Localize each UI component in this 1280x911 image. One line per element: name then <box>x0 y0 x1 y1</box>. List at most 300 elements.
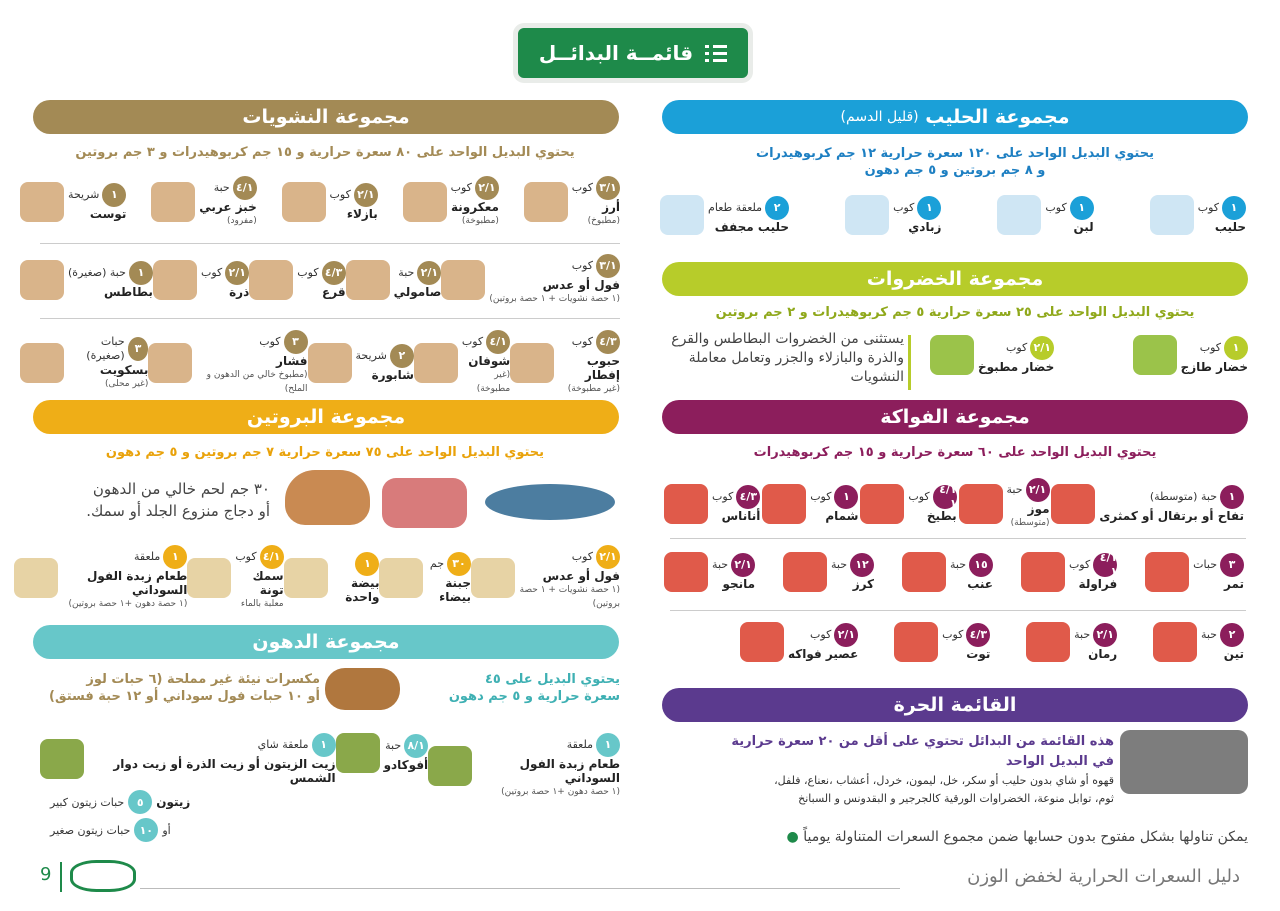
fruit-food-icon <box>1051 484 1095 524</box>
item-quantity <box>712 553 755 577</box>
footer-title: دليل السعرات الحرارية لخفض الوزن <box>967 866 1240 887</box>
fruit-food-icon <box>860 484 904 524</box>
fruit-food-icon <box>664 484 708 524</box>
item-name: توت <box>966 647 991 661</box>
unit-label: كوب <box>461 335 484 348</box>
item-quantity <box>214 176 257 200</box>
unit-label: ملعقة <box>566 738 593 751</box>
item-text <box>908 485 956 523</box>
quantity-badge: ٢/١ <box>1026 478 1050 502</box>
quantity-badge: ٤/٣ <box>322 261 346 285</box>
item-text <box>330 183 378 221</box>
unit-label: كوب <box>450 181 472 194</box>
free-bullet: يمكن تناولها بشكل مفتوح بدون حسابها ضمن مجموع السعرات المتناولة يومياً ● <box>786 829 1248 845</box>
item-text <box>788 623 858 661</box>
quantity-badge: ٣ <box>128 337 149 361</box>
milk-item <box>660 195 789 235</box>
protein-food-icon <box>284 558 328 598</box>
unit-label: كوب <box>712 490 734 503</box>
item-name: فول أو عدس <box>542 569 620 583</box>
protein-meat-text: ٣٠ جم لحم خالي من الدهون أو دجاج منزوع الجلد أو سمك. <box>86 480 270 520</box>
item-note: (غير مطبوخة) <box>476 370 511 394</box>
quantity-badge: ٢/١ <box>354 183 378 207</box>
quantity-badge: ٢/١ <box>1093 623 1117 647</box>
unit-label: كوب <box>1197 201 1219 214</box>
item-name: بازلاء <box>346 207 378 221</box>
starch-food-icon <box>441 260 485 300</box>
item-quantity <box>330 183 378 207</box>
item-name: معكرونة <box>451 200 499 214</box>
fruit-item <box>1026 622 1117 662</box>
item-note: (متوسطة) <box>1010 518 1050 528</box>
quantity-badge: ٢/١ <box>417 261 441 285</box>
starch-food-icon <box>510 343 554 383</box>
divider <box>670 538 1246 539</box>
meat-icon <box>382 478 467 528</box>
quantity-badge: ٢/١ <box>731 553 755 577</box>
list-icon <box>705 43 727 63</box>
unit-label: كوب <box>259 335 281 348</box>
fat-item <box>40 733 336 785</box>
item-text <box>68 335 148 391</box>
item-text <box>810 485 858 523</box>
unit-label: حبة (متوسطة) <box>1149 490 1217 503</box>
item-quantity <box>1045 196 1093 220</box>
item-name: فول أو عدس <box>542 278 620 292</box>
quantity-badge: ١ <box>163 545 187 569</box>
item-text <box>201 261 249 299</box>
fat-food-icon <box>428 746 472 786</box>
unit-label: كوب <box>1045 201 1067 214</box>
unit-label: كوب <box>571 181 593 194</box>
fruit-subtitle: يحتوي البديل الواحد على ٦٠ سعرة حرارية و ١٥ جم كربوهيدرات <box>753 445 1157 460</box>
item-name: بطاطس <box>103 285 153 299</box>
item-text <box>427 552 471 604</box>
starch-item <box>414 330 510 396</box>
free-text: هذه القائمة من البدائل تحتوي على أقل من ٢٠ سعرة حرارية في البديل الواحد قهوه أو شاي بدون حليب أو سكر، خل، ليمون، خردل، أعشاب ،نعناع، فلفل، ثوم، توابل منوعة، الخضراوات الورقية كالجرجير و البقدونس و السبانخ <box>731 734 1114 805</box>
quantity-badge: ٤/١ ١ <box>1093 553 1117 577</box>
divider <box>40 318 620 319</box>
starch-header: مجموعة النشويات <box>33 100 619 134</box>
item-name: خضار طازج <box>1180 360 1248 374</box>
unit-label: حبة <box>1074 628 1091 641</box>
quantity-badge: ١ <box>355 552 379 576</box>
item-note: (١ حصة دهون +١ حصة بروتين) <box>68 599 188 609</box>
item-note: (غير مطبوخة) <box>567 384 620 394</box>
protein-header: مجموعة البروتين <box>33 400 619 434</box>
unit-label: شريحة <box>68 188 100 201</box>
protein-item <box>284 552 380 604</box>
unit-label: ملعقة شاي <box>257 738 309 751</box>
fruit-item <box>959 478 1050 530</box>
protein-item <box>14 545 187 611</box>
starch-item <box>148 330 307 396</box>
milk-row <box>660 195 1246 235</box>
page-title: قائمــة البدائــل <box>518 28 748 78</box>
item-quantity <box>352 552 379 576</box>
starch-item <box>346 260 442 300</box>
item-quantity <box>430 552 471 576</box>
item-quantity <box>567 733 620 757</box>
divider <box>670 610 1246 611</box>
item-text <box>199 176 257 228</box>
fat-subtitle: يحتوي البديل على ٤٥ سعرة حرارية و ٥ جم دهون <box>448 672 620 704</box>
fruit-food-icon <box>1145 552 1189 592</box>
nuts-icon <box>325 668 400 710</box>
unit-label: كوب <box>571 550 593 563</box>
unit-label: كوب <box>1199 341 1221 354</box>
fruit-item <box>783 552 874 592</box>
starch-item <box>20 182 126 222</box>
quantity-badge: ٢/١ <box>834 623 858 647</box>
fruit-food-icon <box>1021 552 1065 592</box>
quantity-badge: ١ <box>917 196 941 220</box>
quantity-badge: ١ <box>1224 336 1248 360</box>
veg-subtitle: يحتوي البديل الواحد على ٢٥ سعرة حرارية ٥ جم كربوهيدرات و ٢ جم بروتين <box>715 305 1195 320</box>
item-name: حبوب إفطار <box>584 354 620 382</box>
item-quantity <box>385 734 428 758</box>
item-quantity <box>1007 478 1050 502</box>
item-quantity <box>908 485 956 509</box>
protein-subtitle: يحتوي البديل الواحد على ٧٥ سعرة حرارية ٧ جم بروتين و ٥ جم دهون <box>105 445 545 460</box>
protein-food-icon <box>187 558 231 598</box>
item-quantity <box>1201 623 1244 647</box>
item-quantity <box>68 183 126 207</box>
unit-label: كوب <box>571 335 593 348</box>
fruit-food-icon <box>894 622 938 662</box>
fruit-food-icon <box>762 484 806 524</box>
item-text <box>558 330 620 396</box>
unit-label: حبات (صغيرة) <box>86 335 125 362</box>
starch-row-2 <box>20 254 620 306</box>
quantity-badge: ٣٠ <box>447 552 471 576</box>
quantity-badge: ١ <box>102 183 126 207</box>
item-name: كرز <box>852 577 875 591</box>
item-name: طعام زبدة الفول السوداني <box>519 757 620 785</box>
item-name: أناناس <box>721 509 761 523</box>
quantity-badge: ١ <box>1070 196 1094 220</box>
starch-food-icon <box>20 182 64 222</box>
quantity-badge: ٢ <box>390 344 414 368</box>
item-note: (مفرود) <box>227 216 257 226</box>
item-name: حليب مجفف <box>714 220 790 234</box>
fat-item <box>336 733 429 773</box>
item-name: عصير فواكه <box>788 647 859 661</box>
quantity-badge: ١ <box>834 485 858 509</box>
item-text <box>62 545 187 611</box>
unit-label: حبات <box>1193 558 1217 571</box>
item-note: (١ حصة دهون +١ حصة بروتين) <box>501 787 620 797</box>
unit-label: ملعقة <box>134 550 161 563</box>
milk-food-icon <box>997 195 1041 235</box>
fat-item <box>428 733 620 799</box>
quantity-badge: ١ <box>312 733 336 757</box>
item-name: رمان <box>1088 647 1118 661</box>
item-text <box>476 733 620 799</box>
starch-row-3 <box>20 330 620 396</box>
fruit-item <box>860 484 956 524</box>
item-text <box>708 196 789 234</box>
free-header: القائمة الحرة <box>662 688 1248 722</box>
item-name: زيت الزيتون أو زيت الذرة أو زيت دوار الشمس <box>113 757 336 785</box>
fruit-food-icon <box>783 552 827 592</box>
starch-item <box>20 335 148 391</box>
fruit-row-3 <box>740 622 1244 662</box>
unit-label: حبة <box>712 558 729 571</box>
item-quantity <box>1200 336 1248 360</box>
starch-item <box>20 260 153 300</box>
item-text <box>394 261 442 299</box>
item-text <box>572 176 620 228</box>
fruit-item <box>1021 552 1117 592</box>
item-quantity <box>258 733 336 757</box>
item-text <box>384 734 429 772</box>
item-name: بسكويت <box>99 363 149 377</box>
item-text <box>893 196 941 234</box>
item-text <box>196 330 307 396</box>
item-text <box>712 553 755 591</box>
item-text <box>950 553 993 591</box>
item-text <box>519 545 620 611</box>
quantity-badge: ١ <box>596 733 620 757</box>
item-quantity <box>1069 553 1117 577</box>
item-quantity <box>1198 196 1246 220</box>
starch-food-icon <box>414 343 458 383</box>
starch-food-icon <box>403 182 447 222</box>
item-text <box>332 552 380 604</box>
item-quantity <box>1193 553 1244 577</box>
item-text <box>68 183 126 221</box>
item-text <box>1069 553 1117 591</box>
protein-row <box>14 545 620 611</box>
olives-large: زيتون ٥ حبات زيتون كبير <box>50 790 190 814</box>
item-quantity <box>1006 336 1054 360</box>
item-name: فشار <box>276 354 308 368</box>
item-text <box>489 254 620 306</box>
fruit-food-icon <box>740 622 784 662</box>
quantity-badge: ٣ <box>1220 553 1244 577</box>
quantity-badge: ٤/١ <box>486 330 510 354</box>
item-quantity <box>572 254 620 278</box>
item-quantity <box>572 330 620 354</box>
item-quantity <box>712 485 760 509</box>
item-text <box>942 623 990 661</box>
item-quantity <box>708 196 789 220</box>
item-name: أفوكادو <box>383 758 429 772</box>
unit-label: كوب <box>810 628 832 641</box>
veg-exception-text: يستثنى من الخضروات البطاطس والقرع والذرة والبازلاء والجزر وتعامل معاملة النشويات <box>671 331 904 385</box>
unit-label: حبة <box>831 558 848 571</box>
item-name: جبنة بيضاء <box>439 576 472 604</box>
starch-item <box>510 330 620 396</box>
unit-label: حبة <box>949 558 967 571</box>
starch-item <box>249 260 345 300</box>
item-name: تمر <box>1223 577 1244 591</box>
starch-food-icon <box>151 182 195 222</box>
unit-label: شريحة <box>355 349 387 362</box>
unit-label: كوب <box>297 266 319 279</box>
protein-item <box>379 552 471 604</box>
item-quantity <box>950 553 993 577</box>
divider <box>908 335 911 390</box>
unit-label: كوب <box>235 550 257 563</box>
fruit-food-icon <box>664 552 708 592</box>
quantity-badge: ٣/١ <box>596 254 620 278</box>
unit-label: كوب <box>329 188 351 201</box>
quantity-badge: ٤/١ <box>260 545 284 569</box>
fruit-food-icon <box>959 484 1003 524</box>
item-name: طعام زبدة الفول السوداني <box>86 569 188 597</box>
quantity-badge: ٢ <box>765 196 789 220</box>
item-quantity <box>297 261 345 285</box>
starch-item <box>308 343 414 383</box>
fat-food-icon <box>40 739 84 779</box>
item-note: (١ حصة نشويات + ١ حصة بروتين) <box>519 585 620 609</box>
item-text <box>462 330 510 396</box>
protein-food-icon <box>379 558 423 598</box>
item-text <box>88 733 336 785</box>
fruit-food-icon <box>1153 622 1197 662</box>
item-note: معلبة بالماء <box>240 599 284 609</box>
quantity-badge: ٣/١ <box>596 176 620 200</box>
unit-label: حبة <box>1200 628 1217 641</box>
quantity-badge: ٤/١ ١ <box>933 485 957 509</box>
starch-food-icon <box>282 182 326 222</box>
quantity-badge: ٢/١ <box>1030 336 1054 360</box>
item-text <box>1198 196 1246 234</box>
item-quantity <box>398 261 441 285</box>
fruit-row-2 <box>664 552 1244 592</box>
item-name: تفاح أو برتقال أو كمثرى <box>1099 509 1244 523</box>
milk-item <box>845 195 941 235</box>
item-name: بيضة واحدة <box>345 576 380 604</box>
item-quantity <box>1150 485 1244 509</box>
starch-food-icon <box>346 260 390 300</box>
emblem-icon <box>70 860 136 892</box>
item-name: شابورة <box>371 368 414 382</box>
unit-label: حبة <box>398 266 415 279</box>
veg-item <box>930 335 1054 375</box>
item-name: شمام <box>825 509 859 523</box>
milk-food-icon <box>845 195 889 235</box>
starch-food-icon <box>20 260 64 300</box>
quantity-badge: ١ <box>1220 485 1244 509</box>
quantity-badge: ٢/١ <box>225 261 249 285</box>
fruit-item <box>1153 622 1244 662</box>
starch-food-icon <box>153 260 197 300</box>
quantity-badge: ٣ <box>284 330 308 354</box>
item-name: تين <box>1223 647 1244 661</box>
starch-food-icon <box>249 260 293 300</box>
item-quantity <box>68 261 153 285</box>
item-quantity <box>235 545 283 569</box>
item-quantity <box>572 545 620 569</box>
starch-food-icon <box>308 343 352 383</box>
item-note: (مطبوخ) <box>587 216 620 226</box>
protein-item <box>471 545 620 611</box>
quantity-badge: ٤/٣ <box>966 623 990 647</box>
starch-item <box>282 182 378 222</box>
milk-subtitle: يحتوي البديل الواحد على ١٢٠ سعرة حرارية ١٢ جم كربوهيدرات و ٨ جم بروتين و ٥ جم دهون <box>756 146 1154 178</box>
fat-header: مجموعة الدهون <box>33 625 619 659</box>
milk-item <box>1150 195 1246 235</box>
veg-item <box>1133 335 1248 375</box>
footer-divider <box>60 862 62 892</box>
item-note: (غير محلى) <box>104 379 149 389</box>
item-text <box>1181 336 1248 374</box>
item-quantity <box>572 176 620 200</box>
starch-food-icon <box>20 343 64 383</box>
fish-icon <box>485 484 615 520</box>
item-quantity <box>201 261 249 285</box>
quantity-badge: ٤/١ <box>233 176 257 200</box>
item-name: خبز عربي <box>199 200 257 214</box>
starch-subtitle: يحتوي البديل الواحد على ٨٠ سعرة حرارية و ١٥ جم كربوهيدرات و ٣ جم بروتين <box>75 145 575 160</box>
item-quantity <box>134 545 187 569</box>
item-text <box>68 261 153 299</box>
starch-item <box>441 254 620 306</box>
fruit-row-1 <box>664 478 1244 530</box>
fruit-item <box>762 484 858 524</box>
item-quantity <box>893 196 941 220</box>
item-text <box>1074 623 1117 661</box>
unit-label: كوب <box>908 490 930 503</box>
unit-label: كوب <box>893 201 915 214</box>
veg-food-icon <box>1133 335 1177 375</box>
item-quantity <box>356 344 414 368</box>
item-name: ذرة <box>229 285 250 299</box>
item-text <box>1007 478 1050 530</box>
item-text <box>1201 623 1244 661</box>
protein-food-icon <box>14 558 58 598</box>
quantity-badge: ٤/٣ <box>736 485 760 509</box>
starch-item <box>153 260 249 300</box>
milk-item <box>997 195 1093 235</box>
item-quantity <box>68 335 148 363</box>
starch-row-1 <box>20 176 620 228</box>
item-text <box>451 176 499 228</box>
quantity-badge: ٤/٣ <box>596 330 620 354</box>
item-quantity <box>810 485 858 509</box>
starch-item <box>524 176 620 228</box>
unit-label: كوب <box>200 266 223 279</box>
fruit-item <box>740 622 858 662</box>
item-note: (مطبوخة) <box>461 216 499 226</box>
item-name: صامولي <box>393 285 442 299</box>
unit-label: كوب <box>1005 341 1028 354</box>
starch-item <box>151 176 257 228</box>
item-note: (مطبوخ خالي من الدهون و الملح) <box>206 370 308 394</box>
nuts-text: مكسرات نيئة غير مملحة (٦ حبات لوز أو ١٠ حبات فول سوداني أو ١٢ حبة فستق) <box>49 672 320 704</box>
quantity-badge: ٢/١ <box>475 176 499 200</box>
quantity-badge: ١ <box>129 261 153 285</box>
page-number: 9 <box>40 864 52 885</box>
fruit-item <box>1145 552 1244 592</box>
item-name: بطيخ <box>926 509 957 523</box>
quantity-badge: ٢/١ <box>596 545 620 569</box>
fat-food-icon <box>336 733 380 773</box>
milk-header: مجموعة الحليب (قليل الدسم) <box>662 100 1248 134</box>
item-text <box>1099 485 1244 523</box>
unit-label: حبة <box>385 739 402 752</box>
mortar-icon <box>1120 730 1248 794</box>
unit-label: كوب <box>1068 558 1091 571</box>
item-quantity <box>1074 623 1117 647</box>
item-name: مانجو <box>722 577 756 591</box>
veg-food-icon <box>930 335 974 375</box>
item-name: قرع <box>322 285 346 299</box>
starch-food-icon <box>148 343 192 383</box>
